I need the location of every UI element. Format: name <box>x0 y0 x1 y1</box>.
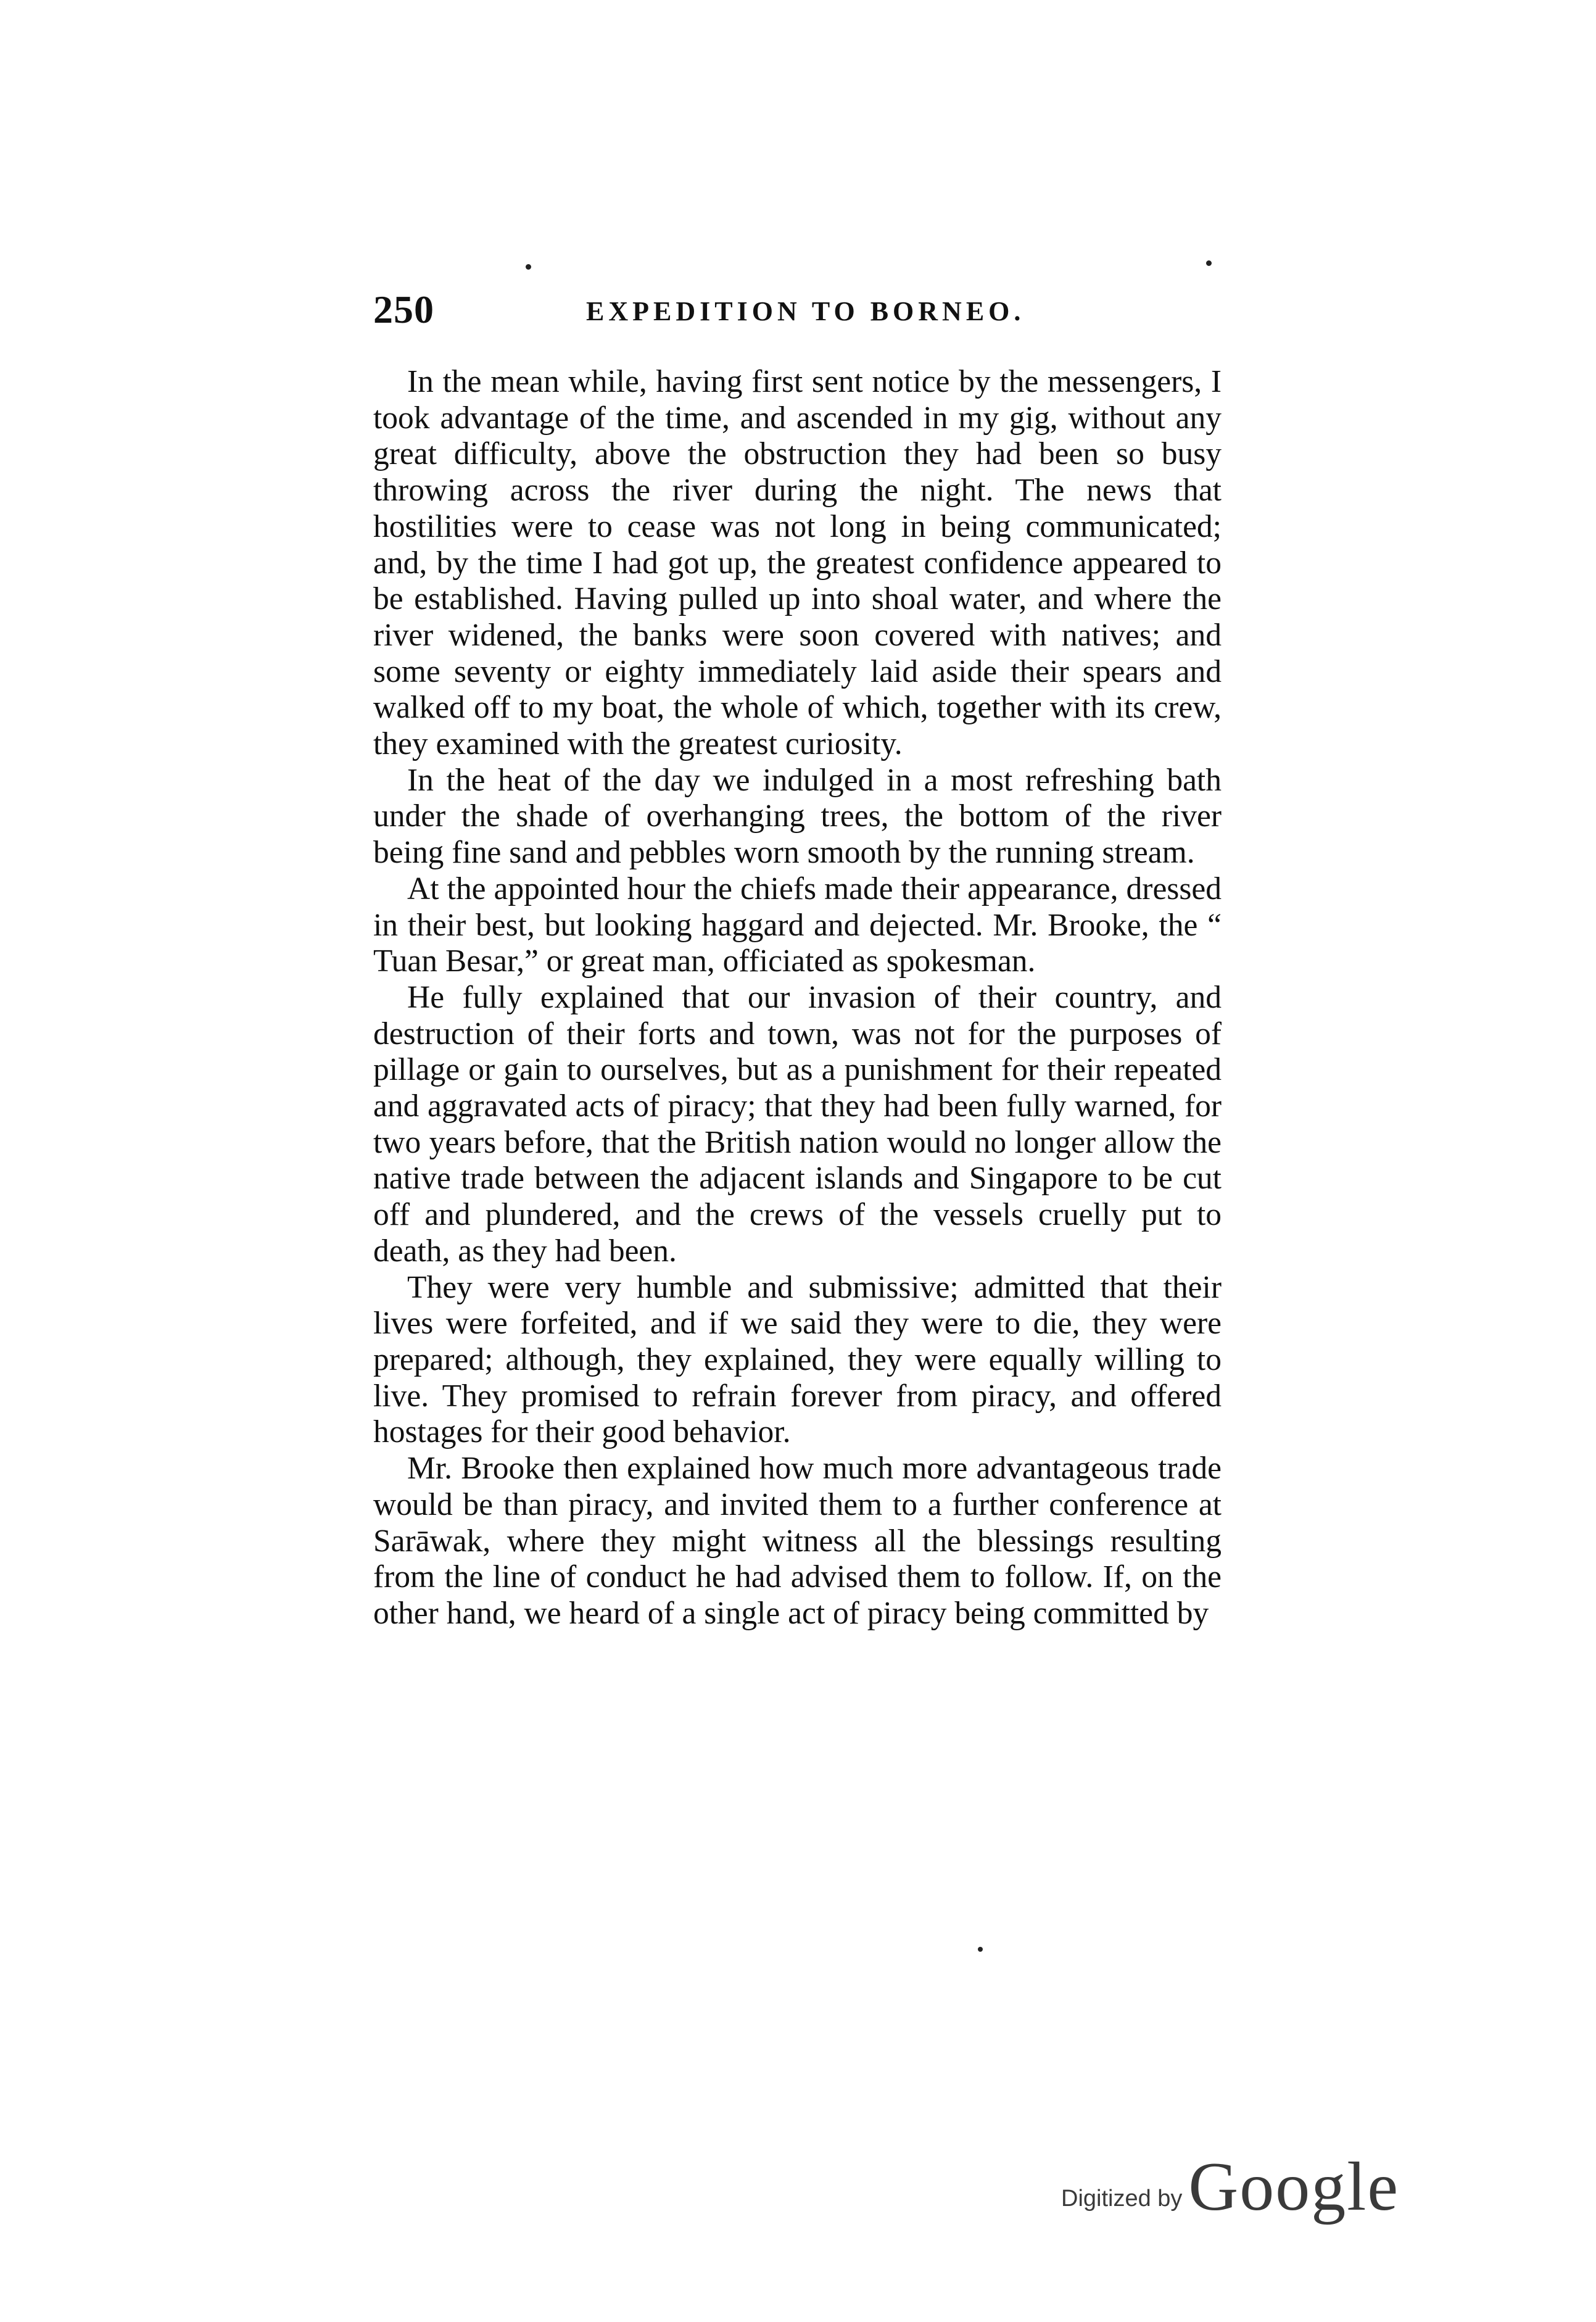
paragraph: At the appointed hour the chiefs made their appearance, dressed in their best, but looking haggard and dejected. Mr. Brooke, the “ Tuan Besar,” or great man, officiated as spokesman. <box>373 871 1222 979</box>
scan-speck <box>1206 260 1212 266</box>
paragraph: In the heat of the day we indulged in a most refreshing bath under the shade of overhanging trees, the bottom of the river being fine sand and pebbles worn smooth by the running stream. <box>373 762 1222 871</box>
page-number: 250 <box>373 288 434 331</box>
page-header <box>373 285 1225 334</box>
paragraph: Mr. Brooke then explained how much more advantageous trade would be than piracy, and invited them to a further conference at Sarāwak, where they might witness all the blessings resulting from the line of conduct he had advised them to follow. If, on the other hand, we heard of a single act of piracy being committed by <box>373 1451 1222 1631</box>
running-head: EXPEDITION TO BORNEO. <box>586 296 1025 326</box>
digitized-watermark <box>1061 2147 1407 2234</box>
paragraph: In the mean while, having first sent notice by the messengers, I took advantage of the time, and ascended in my gig, without any great difficulty, above the obstruction they had been so busy throwing across the river during the night. The news that hostilities were to cease was not long in being communicated; and, by the time I had got up, the greatest confidence appeared to be established. Having pulled up into shoal water, and where the river widened, the banks were soon covered with natives; and some seventy or eighty immediately laid aside their spears and walked off to my boat, the whole of which, together with its crew, they examined with the greatest curiosity. <box>373 364 1222 762</box>
scan-speck <box>526 264 531 270</box>
watermark-prefix: Digitized by <box>1061 2186 1183 2212</box>
paragraph: They were very humble and submissive; admitted that their lives were forfeited, and if we said they were to die, they were prepared; although, they explained, they were equally willing to live. They promised to refrain forever from piracy, and offered hostages for their good behavior. <box>373 1269 1222 1450</box>
paragraph: He fully explained that our invasion of their country, and destruction of their forts and town, was not for the purposes of pillage or gain to ourselves, but as a punishment for their repeated and aggravated acts of piracy; that they had been fully warned, for two years before, that the British nation would no longer allow the native trade between the adjacent islands and Singapore to be cut off and plundered, and the crews of the vessels cruelly put to death, as they had been. <box>373 979 1222 1269</box>
body-text <box>373 364 1222 1632</box>
watermark-brand-logo: Google <box>1188 2149 1400 2225</box>
scan-speck <box>978 1947 983 1952</box>
